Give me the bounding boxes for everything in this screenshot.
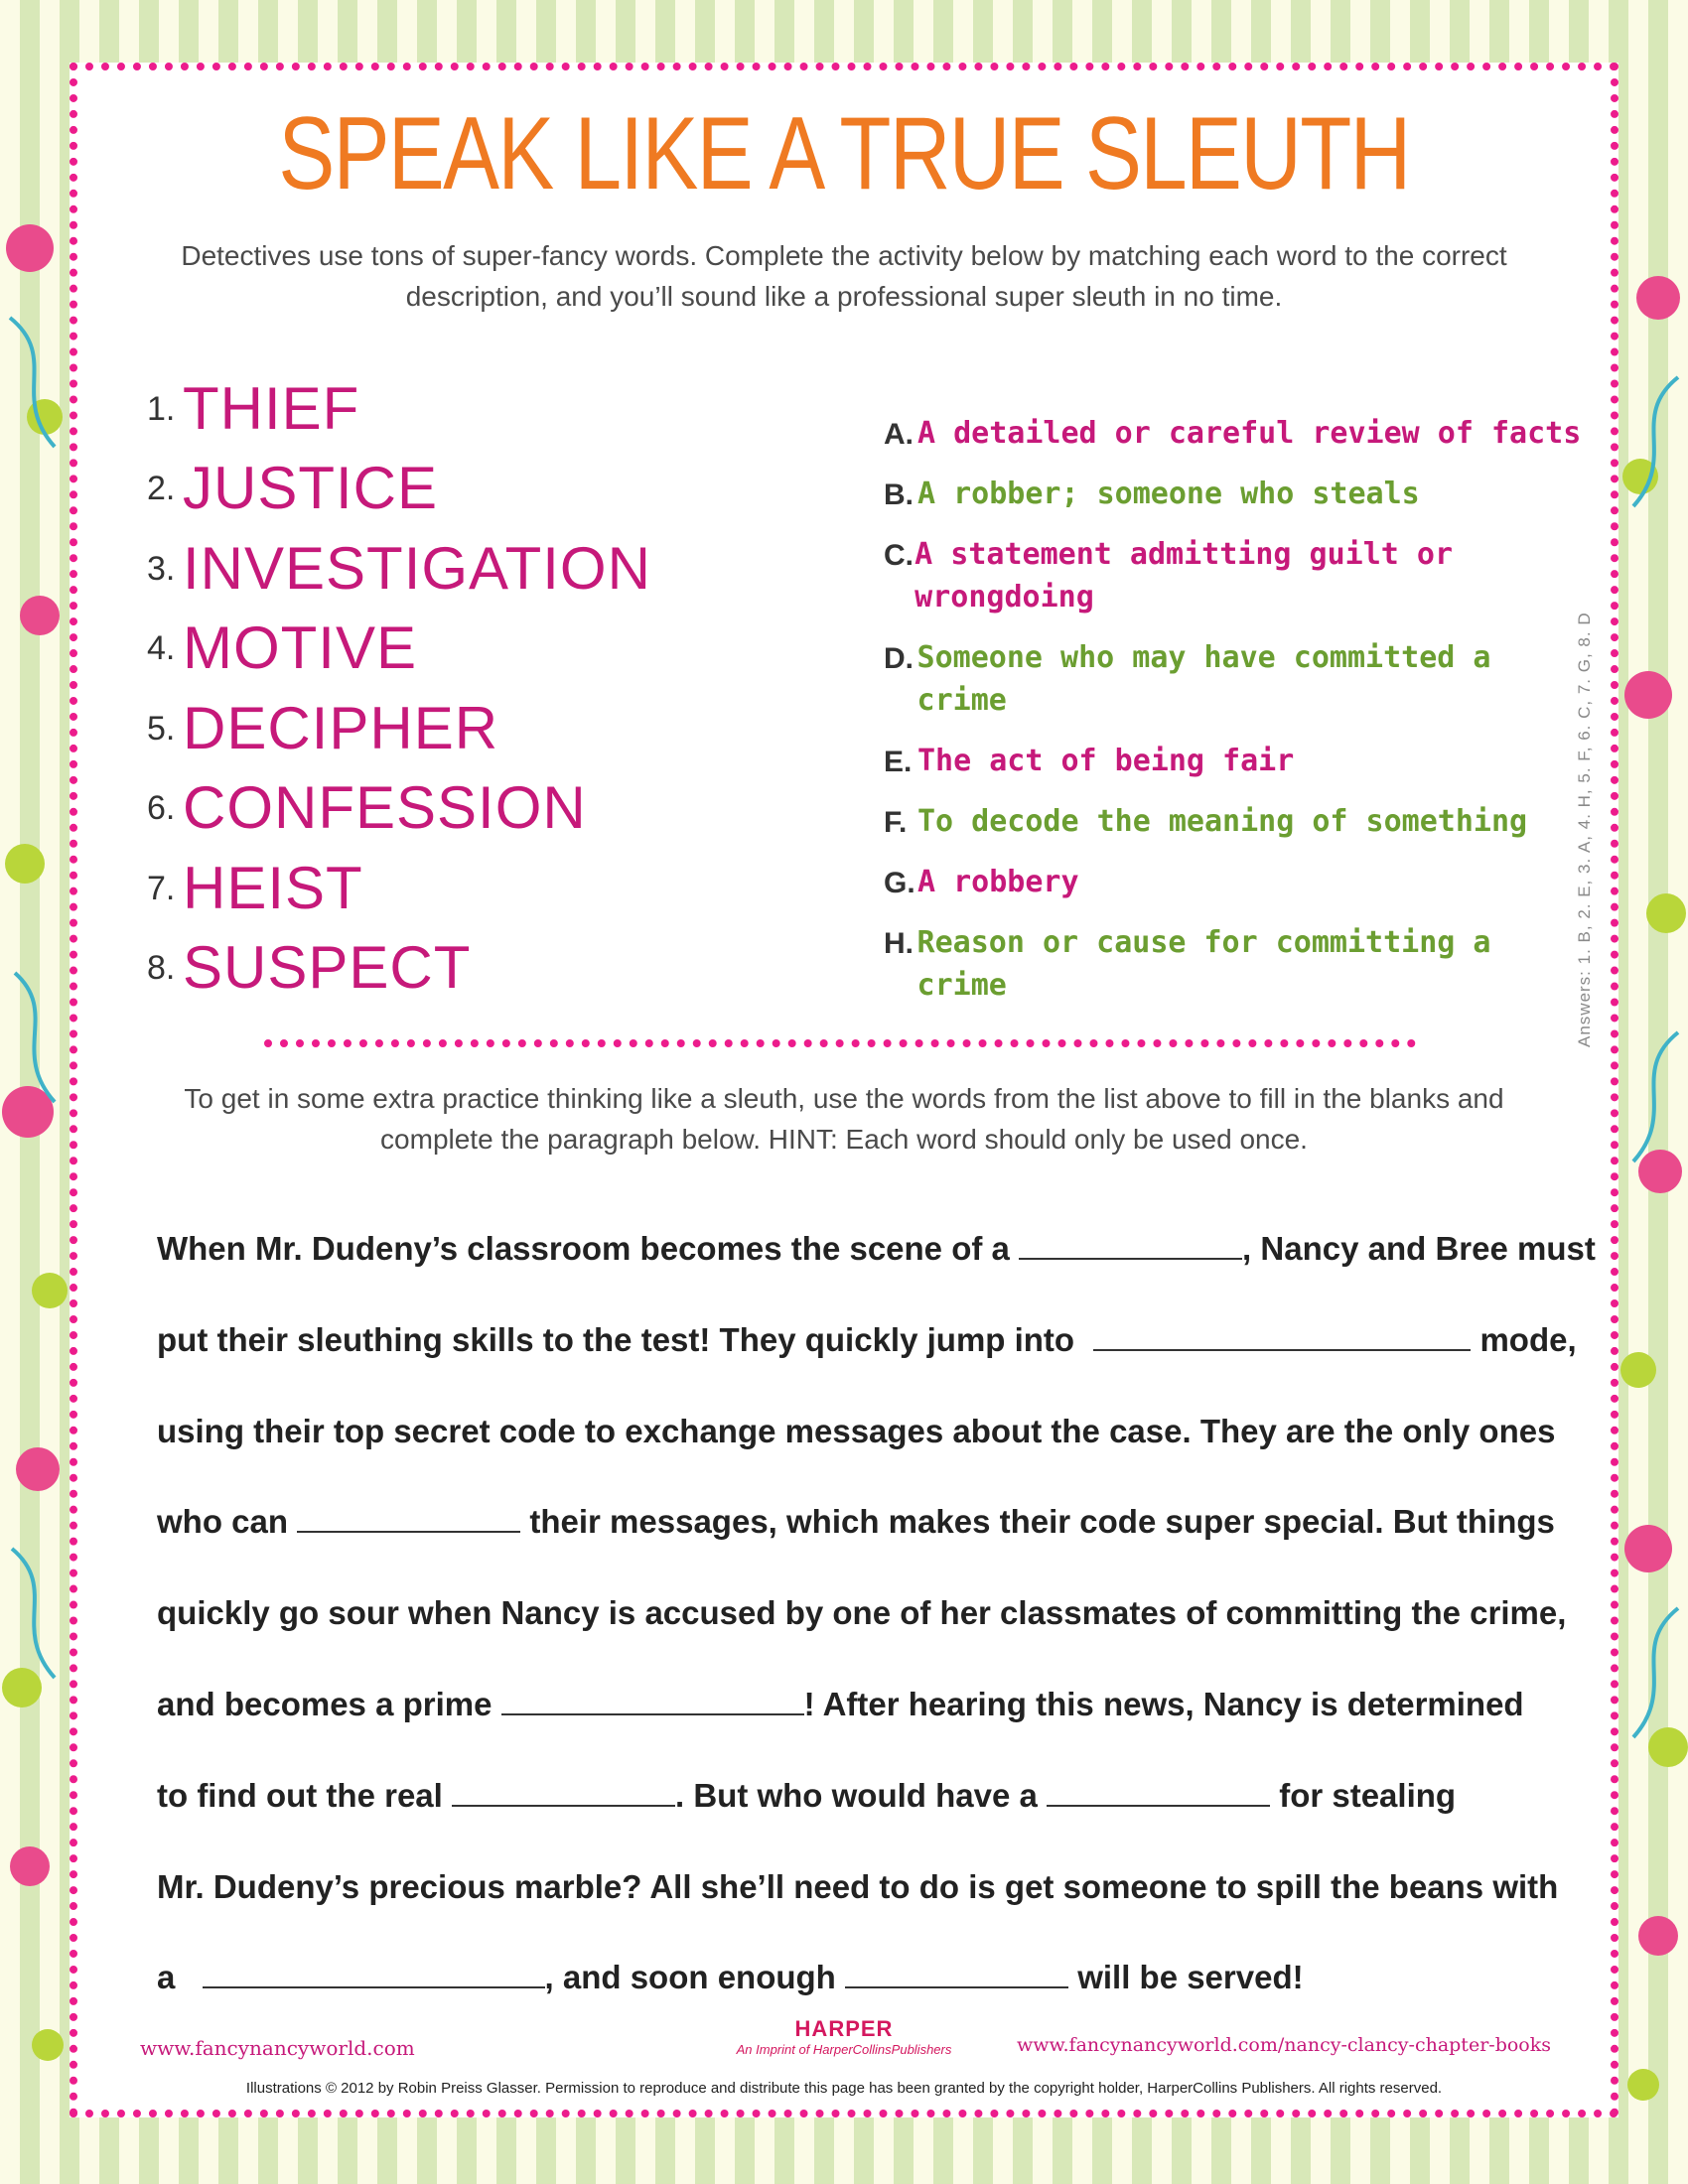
- definition-text: A detailed or careful review of facts: [917, 416, 1582, 451]
- page-title: SPEAK LIKE A TRUE SLEUTH: [278, 96, 1410, 211]
- paragraph-text: to find out the real: [157, 1776, 443, 1814]
- worksheet-card: [70, 63, 1618, 2117]
- paragraph-text: mode,: [1479, 1320, 1577, 1358]
- publisher-name: HARPER: [794, 2016, 894, 2041]
- answer-blank[interactable]: [845, 1963, 1068, 1988]
- definition-item: [884, 746, 1589, 782]
- word-number: 3.: [147, 549, 176, 588]
- definition-letter: C.: [884, 539, 914, 572]
- answer-key: Answers: 1. B, 2. E, 3. A, 4. H, 5. F, 6. C, 7. G, 8. D: [1575, 612, 1594, 1047]
- definition-text: Reason or cause for committing a crime: [916, 925, 1491, 1003]
- paragraph-text: ! After hearing this news, Nancy is determined: [803, 1685, 1524, 1722]
- definition-text: A robber; someone who steals: [917, 477, 1420, 511]
- vocab-word: DECIPHER: [183, 694, 499, 761]
- definition-item: [884, 927, 1589, 1007]
- practice-instructions: To get in some extra practice thinking like a sleuth, use the words from the list above to fill in the blanks and complete the paragraph below. HINT: Each word should only be used once.: [184, 1083, 1504, 1155]
- definition-item: [884, 478, 1589, 515]
- paragraph-text: for stealing: [1279, 1776, 1457, 1814]
- word-item: [147, 678, 651, 761]
- answer-blank[interactable]: [452, 1781, 675, 1807]
- paragraph-line: [157, 1686, 1587, 1777]
- paragraph-line: [157, 1503, 1587, 1594]
- word-number: 4.: [147, 629, 176, 667]
- word-number: 5.: [147, 709, 176, 748]
- word-item: [147, 518, 651, 602]
- word-number: 6.: [147, 789, 176, 827]
- word-number: 8.: [147, 949, 176, 987]
- word-item: [147, 439, 651, 519]
- paragraph-line: [157, 1594, 1587, 1686]
- word-item: [147, 758, 651, 839]
- paragraph-text: quickly go sour when Nancy is accused by one of her classmates of committing the crime,: [157, 1594, 1567, 1632]
- paragraph-line: [157, 1777, 1587, 1868]
- word-item: [147, 358, 651, 442]
- definition-text: Someone who may have committed a crime: [916, 640, 1491, 718]
- definition-letter: F.: [884, 806, 908, 839]
- copyright-notice: Illustrations © 2012 by Robin Preiss Glasser. Permission to reproduce and distribute this page has been granted by the copyright holder, HarperCollins Publishers. All rights reserved.: [245, 2080, 1443, 2097]
- definition-item: [884, 642, 1589, 722]
- definition-text: The act of being fair: [917, 744, 1295, 778]
- word-number: 2.: [147, 470, 176, 507]
- paragraph-text: using their top secret code to exchange messages about the case. They are the only ones: [157, 1412, 1556, 1449]
- paragraph-text: will be served!: [1077, 1959, 1304, 1996]
- word-list: [147, 358, 651, 1001]
- vocab-word: JUSTICE: [183, 455, 439, 521]
- vocab-word: HEIST: [183, 854, 363, 921]
- paragraph-text: and becomes a prime: [157, 1685, 492, 1722]
- definition-letter: H.: [884, 927, 914, 960]
- paragraph-text: their messages, which makes their code super special. But things: [529, 1503, 1555, 1541]
- answer-blank[interactable]: [297, 1507, 520, 1533]
- word-item: [147, 599, 651, 679]
- paragraph-text: When Mr. Dudeny’s classroom becomes the scene of a: [157, 1230, 1010, 1267]
- paragraph-line: [157, 1321, 1587, 1413]
- paragraph-text: who can: [157, 1503, 289, 1541]
- paragraph-text: put their sleuthing skills to the test! They quickly jump into: [157, 1320, 1075, 1358]
- definition-letter: B.: [884, 478, 914, 511]
- definition-text: To decode the meaning of something: [917, 804, 1528, 839]
- definition-list: [884, 418, 1589, 1030]
- answer-blank[interactable]: [501, 1690, 804, 1715]
- chapter-books-link[interactable]: www.fancynancyworld.com/nancy-clancy-chapter-books: [1016, 2034, 1551, 2056]
- answer-blank[interactable]: [203, 1963, 545, 1988]
- answer-blank[interactable]: [1047, 1781, 1270, 1807]
- dotted-divider: [264, 1039, 1416, 1047]
- paragraph-line: [157, 1413, 1587, 1504]
- vocab-word: MOTIVE: [183, 614, 418, 681]
- word-item: [147, 838, 651, 921]
- definition-letter: E.: [884, 746, 913, 778]
- paragraph-text: Mr. Dudeny’s precious marble? All she’ll need to do is get someone to spill the beans with: [157, 1867, 1559, 1905]
- word-item: [147, 918, 651, 999]
- floral-border-left: [0, 0, 70, 2184]
- vocab-word: SUSPECT: [183, 934, 472, 1001]
- intro-text: Detectives use tons of super-fancy words. Complete the activity below by matching each word to the correct description, and you’ll sound like a professional super sleuth in no time.: [181, 240, 1507, 312]
- paragraph-line: [157, 1230, 1596, 1321]
- vocab-word: INVESTIGATION: [183, 534, 651, 602]
- definition-letter: A.: [884, 418, 914, 451]
- paragraph-text: , and soon enough: [544, 1959, 836, 1996]
- vocab-word: THIEF: [183, 374, 360, 442]
- publisher-imprint: An Imprint of HarperCollinsPublishers: [736, 2042, 952, 2057]
- answer-blank[interactable]: [1019, 1234, 1242, 1260]
- floral-border-right: [1618, 0, 1688, 2184]
- paragraph-text: , Nancy and Bree must: [1242, 1230, 1596, 1267]
- definition-item: [884, 539, 1589, 618]
- definition-item: [884, 806, 1589, 843]
- definition-text: A statement admitting guilt or wrongdoing: [914, 537, 1454, 614]
- definition-text: A robbery: [917, 865, 1079, 899]
- paragraph-text: a: [157, 1959, 176, 1996]
- definition-letter: D.: [884, 642, 914, 675]
- vocab-word: CONFESSION: [183, 774, 587, 841]
- fill-in-paragraph: [157, 1230, 1596, 2050]
- definition-item: [884, 867, 1589, 903]
- definition-item: [884, 418, 1589, 455]
- website-link[interactable]: www.fancynancyworld.com: [140, 2036, 415, 2060]
- paragraph-text: . But who would have a: [675, 1776, 1038, 1814]
- definition-letter: G.: [884, 867, 915, 899]
- answer-blank[interactable]: [1093, 1325, 1471, 1351]
- paragraph-line: [157, 1868, 1587, 1960]
- word-number: 1.: [147, 389, 176, 428]
- word-number: 7.: [147, 869, 176, 907]
